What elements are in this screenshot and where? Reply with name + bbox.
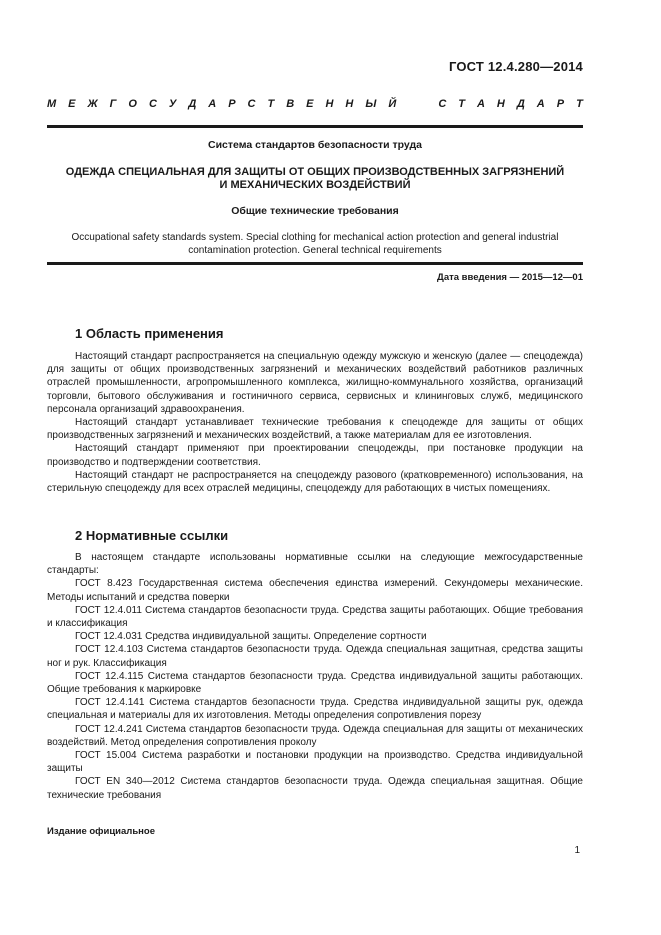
section-1-title: 1 Область применения xyxy=(75,326,224,341)
section-1-body xyxy=(47,350,583,495)
paragraph: Настоящий стандарт распространяется на специальную одежду мужскую и женскую (далее — спецодежда) для защиты от общих производственных загрязнений и механических воздействий работников различных отраслей промышленности, агропромышленного комплекса, жилищно-коммунального хозяйства, организаций торговли, бытового обслуживания и гостиничного сервиса, сервисных и клининговых служб, медицинского персонала организаций здравоохранения. xyxy=(47,351,583,415)
bottom-rule xyxy=(47,262,583,265)
banner-letter: М xyxy=(47,98,57,110)
edition-label: Издание официальное xyxy=(47,826,155,837)
interstate-standard-banner xyxy=(47,98,583,110)
reference-item: ГОСТ EN 340—2012 Система стандартов безопасности труда. Одежда специальная защитная. Общие технические требования xyxy=(47,776,583,801)
banner-letter: Н xyxy=(496,98,505,110)
main-title-line-2: И МЕХАНИЧЕСКИХ ВОЗДЕЙСТВИЙ xyxy=(219,179,411,191)
banner-letter: В xyxy=(286,98,295,110)
main-title-line-1: ОДЕЖДА СПЕЦИАЛЬНАЯ ДЛЯ ЗАЩИТЫ ОТ ОБЩИХ ПРОИЗВОДСТВЕННЫХ ЗАГРЯЗНЕНИЙ xyxy=(65,166,565,178)
banner-letter: Г xyxy=(109,98,117,110)
banner-letter xyxy=(423,98,426,110)
banner-letter: А xyxy=(208,98,217,110)
reference-item: ГОСТ 12.4.241 Система стандартов безопасности труда. Одежда специальная для защиты от механических воздействий. Метод определения сопротивления проколу xyxy=(47,723,583,748)
banner-letter: А xyxy=(476,98,485,110)
system-line: Система стандартов безопасности труда xyxy=(207,139,423,151)
banner-letter: С xyxy=(247,98,256,110)
banner-letter: Р xyxy=(556,98,565,110)
page-number: 1 xyxy=(574,845,580,856)
intro-date: Дата введения — 2015—12—01 xyxy=(437,272,583,283)
paragraph: Настоящий стандарт не распространяется на спецодежду разового (кратковременного) использования, на стерильную спецодежду для всех отраслей медицины, спецодежду для работающих в чистых помещениях. xyxy=(47,469,583,495)
section-2-body xyxy=(47,551,583,802)
english-title xyxy=(47,231,583,257)
banner-letter: А xyxy=(536,98,545,110)
reference-item: ГОСТ 12.4.141 Система стандартов безопасности труда. Средства индивидуальной защиты рук, одежда специальная и материалы для их изготовления. Методы определения сопротивления порезу xyxy=(47,697,583,722)
main-title xyxy=(47,166,583,192)
paragraph: Настоящий стандарт применяют при проектировании спецодежды, при постановке продукции на производство и подтверждении соответствия. xyxy=(47,443,583,468)
reference-item: ГОСТ 15.004 Система разработки и постановки продукции на производство. Средства индивидуальной защиты xyxy=(47,750,583,775)
reference-item: ГОСТ 12.4.115 Система стандартов безопасности труда. Средства индивидуальной защиты работающих. Общие требования к маркировке xyxy=(47,670,583,696)
paragraph: Настоящий стандарт устанавливает технические требования к спецодежде для защиты от общих производственных загрязнений и механических воздействий, а также материалам для ее изготовления. xyxy=(47,417,583,442)
banner-letter: Н xyxy=(345,98,354,110)
banner-letter: Ы xyxy=(365,98,377,110)
reference-item: ГОСТ 12.4.103 Система стандартов безопасности труда. Одежда специальная защитная, средства защиты ног и рук. Классификация xyxy=(47,644,583,669)
reference-item: ГОСТ 8.423 Государственная система обеспечения единства измерений. Секундомеры механические. Методы испытаний и средства поверки xyxy=(47,578,583,603)
banner-letter: Н xyxy=(325,98,334,110)
banner-letter: Т xyxy=(576,98,583,110)
banner-letter: Д xyxy=(188,98,197,110)
english-title-line-1: Occupational safety standards system. Special clothing for mechanical action protection and general industrial xyxy=(71,232,559,243)
banner-letter: С xyxy=(438,98,447,110)
top-rule xyxy=(47,125,583,128)
paragraph: В настоящем стандарте использованы нормативные ссылки на следующие межгосударственные стандарты: xyxy=(47,552,583,577)
reference-item: ГОСТ 12.4.011 Система стандартов безопасности труда. Средства защиты работающих. Общие требования и классификация xyxy=(47,604,583,630)
banner-letter: Й xyxy=(388,98,397,110)
section-2-title: 2 Нормативные ссылки xyxy=(75,528,229,543)
reference-item: ГОСТ 12.4.031 Средства индивидуальной защиты. Определение сортности xyxy=(75,631,427,643)
banner-letter: Е xyxy=(306,98,314,110)
banner-letter: У xyxy=(168,98,177,110)
doc-number: ГОСТ 12.4.280—2014 xyxy=(448,59,583,74)
banner-letter: О xyxy=(128,98,137,110)
banner-letter: Р xyxy=(228,98,236,110)
banner-letter: С xyxy=(148,98,157,110)
subtitle: Общие технические требования xyxy=(231,205,399,217)
banner-letter: Т xyxy=(458,98,465,110)
banner-letter: Е xyxy=(68,98,76,110)
english-title-line-2: contamination protection. General technical requirements xyxy=(188,245,442,256)
banner-letter: Т xyxy=(267,98,275,110)
banner-letter: Ж xyxy=(87,98,98,110)
banner-letter xyxy=(408,98,411,110)
banner-letter: Д xyxy=(516,98,525,110)
